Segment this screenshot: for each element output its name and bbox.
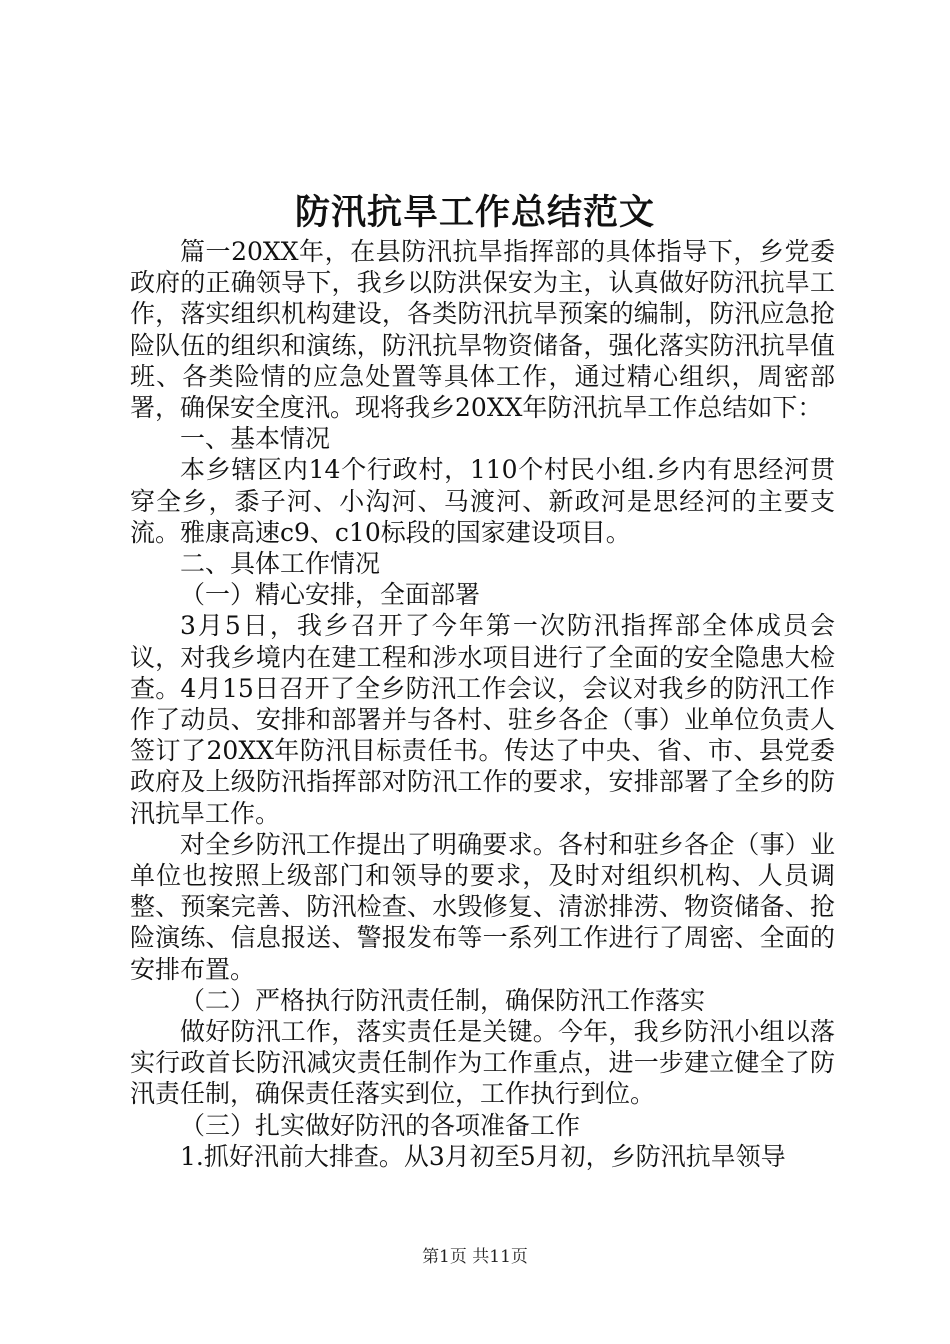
paragraph-inspection: 1.抓好汛前大排查。从3月初至5月初，乡防汛抗旱领导 <box>180 1141 786 1171</box>
subheading-arrangement: （一）精心安排，全面部署 <box>180 580 481 610</box>
subheading-responsibility: （二）严格执行防汛责任制，确保防汛工作落实 <box>180 985 706 1015</box>
paragraph-intro: 篇一20XX年，在县防汛抗旱指挥部的具体指导下，乡党委政府的正确领导下，我乡以防洪保安为主，认真做好防汛抗旱工作，落实组织机构建设，各类防汛抗旱预案的编制，防汛应急抢险队伍的组织和演练，防汛抗旱物资储备，强化落实防汛抗旱值班、各类险情的应急处置等具体工作，通过精心组织，周密部署，确保安全度汛。现将我乡20XX年防汛抗旱工作总结如下： <box>130 237 835 423</box>
document-body <box>130 236 835 1172</box>
paragraph-basic-situation: 本乡辖区内14个行政村，110个村民小组.乡内有思经河贯穿全乡，黍子河、小沟河、马渡河、新政河是思经河的主要支流。雅康高速c9、c10标段的国家建设项目。 <box>130 455 835 547</box>
subheading-preparation: （三）扎实做好防汛的各项准备工作 <box>180 1110 581 1140</box>
page-footer: 第1页 共11页 <box>422 1247 528 1267</box>
document-title: 防汛抗旱工作总结范文 <box>294 193 655 233</box>
heading-work-details: 二、具体工作情况 <box>180 549 381 579</box>
paragraph-responsibility: 做好防汛工作，落实责任是关键。今年，我乡防汛小组以落实行政首长防汛减灾责任制作为工作重点，进一步建立健全了防汛责任制，确保责任落实到位，工作执行到位。 <box>130 1017 835 1109</box>
paragraph-meetings: 3月5日，我乡召开了今年第一次防汛指挥部全体成员会议，对我乡境内在建工程和涉水项目进行了全面的安全隐患大检查。4月15日召开了全乡防汛工作会议，会议对我乡的防汛工作作了动员、安排和部署并与各村、驻乡各企（事）业单位负责人签订了20XX年防汛目标责任书。传达了中央、省、市、县党委政府及上级防汛指挥部对防汛工作的要求，安排部署了全乡的防汛抗旱工作。 <box>130 611 835 828</box>
heading-basic-situation: 一、基本情况 <box>180 424 331 454</box>
paragraph-requirements: 对全乡防汛工作提出了明确要求。各村和驻乡各企（事）业单位也按照上级部门和领导的要求，及时对组织机构、人员调整、预案完善、防汛检查、水毁修复、清淤排涝、物资储备、抢险演练、信息报送、警报发布等一系列工作进行了周密、全面的安排布置。 <box>130 829 835 984</box>
